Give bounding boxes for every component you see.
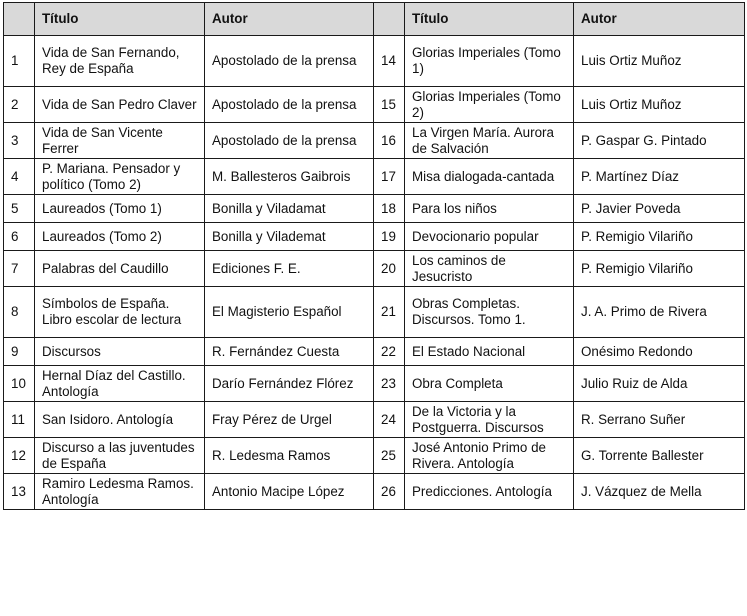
- book-author-left: El Magisterio Español: [205, 287, 374, 338]
- book-title-right: La Virgen María. Aurora de Salvación: [405, 123, 574, 159]
- table-row: [4, 338, 745, 366]
- header-number-right: [374, 3, 405, 36]
- book-author-right: J. A. Primo de Rivera: [574, 287, 745, 338]
- book-author-right: P. Remigio Vilariño: [574, 223, 745, 251]
- book-author-right: G. Torrente Ballester: [574, 438, 745, 474]
- row-number-left: 5: [4, 195, 35, 223]
- book-title-left: Vida de San Vicente Ferrer: [35, 123, 205, 159]
- header-row: [4, 3, 745, 36]
- book-title-right: Para los niños: [405, 195, 574, 223]
- table-row: [4, 438, 745, 474]
- table-row: [4, 251, 745, 287]
- table-row: [4, 159, 745, 195]
- row-number-right: 20: [374, 251, 405, 287]
- book-author-right: Onésimo Redondo: [574, 338, 745, 366]
- book-author-left: Ediciones F. E.: [205, 251, 374, 287]
- book-title-left: Hernal Díaz del Castillo. Antología: [35, 366, 205, 402]
- table-row: [4, 223, 745, 251]
- book-title-right: Obras Completas. Discursos. Tomo 1.: [405, 287, 574, 338]
- row-number-right: 26: [374, 474, 405, 510]
- row-number-left: 10: [4, 366, 35, 402]
- book-title-right: José Antonio Primo de Rivera. Antología: [405, 438, 574, 474]
- book-author-left: Apostolado de la prensa: [205, 87, 374, 123]
- book-title-right: De la Victoria y la Postguerra. Discursos: [405, 402, 574, 438]
- book-author-right: P. Remigio Vilariño: [574, 251, 745, 287]
- row-number-left: 4: [4, 159, 35, 195]
- book-title-right: Misa dialogada-cantada: [405, 159, 574, 195]
- table-row: [4, 195, 745, 223]
- book-author-left: R. Fernández Cuesta: [205, 338, 374, 366]
- book-title-right: Glorias Imperiales (Tomo 1): [405, 36, 574, 87]
- book-author-right: P. Martínez Díaz: [574, 159, 745, 195]
- book-author-left: R. Ledesma Ramos: [205, 438, 374, 474]
- book-author-left: Bonilla y Viladamat: [205, 195, 374, 223]
- book-author-right: Luis Ortiz Muñoz: [574, 87, 745, 123]
- book-author-left: Antonio Macipe López: [205, 474, 374, 510]
- book-author-left: M. Ballesteros Gaibrois: [205, 159, 374, 195]
- row-number-left: 13: [4, 474, 35, 510]
- book-author-left: Darío Fernández Flórez: [205, 366, 374, 402]
- book-title-left: Ramiro Ledesma Ramos. Antología: [35, 474, 205, 510]
- table-row: [4, 402, 745, 438]
- table-row: [4, 474, 745, 510]
- row-number-left: 3: [4, 123, 35, 159]
- row-number-right: 18: [374, 195, 405, 223]
- book-title-right: El Estado Nacional: [405, 338, 574, 366]
- row-number-right: 23: [374, 366, 405, 402]
- books-table: [3, 2, 745, 510]
- row-number-left: 11: [4, 402, 35, 438]
- book-title-left: Palabras del Caudillo: [35, 251, 205, 287]
- book-author-left: Apostolado de la prensa: [205, 36, 374, 87]
- book-title-left: Laureados (Tomo 1): [35, 195, 205, 223]
- row-number-right: 14: [374, 36, 405, 87]
- header-title-right: Título: [405, 3, 574, 36]
- header-number-left: [4, 3, 35, 36]
- book-author-left: Bonilla y Vilademat: [205, 223, 374, 251]
- book-title-left: P. Mariana. Pensador y político (Tomo 2): [35, 159, 205, 195]
- row-number-left: 9: [4, 338, 35, 366]
- row-number-right: 21: [374, 287, 405, 338]
- table-row: [4, 287, 745, 338]
- book-title-right: Glorias Imperiales (Tomo 2): [405, 87, 574, 123]
- book-author-right: Julio Ruiz de Alda: [574, 366, 745, 402]
- book-author-left: Fray Pérez de Urgel: [205, 402, 374, 438]
- row-number-left: 6: [4, 223, 35, 251]
- book-author-right: P. Javier Poveda: [574, 195, 745, 223]
- row-number-left: 12: [4, 438, 35, 474]
- row-number-right: 17: [374, 159, 405, 195]
- table-row: [4, 123, 745, 159]
- book-title-left: Símbolos de España. Libro escolar de lectura: [35, 287, 205, 338]
- header-author-right: Autor: [574, 3, 745, 36]
- book-title-right: Predicciones. Antología: [405, 474, 574, 510]
- book-title-right: Los caminos de Jesucristo: [405, 251, 574, 287]
- row-number-left: 7: [4, 251, 35, 287]
- header-title-left: Título: [35, 3, 205, 36]
- row-number-right: 19: [374, 223, 405, 251]
- row-number-left: 8: [4, 287, 35, 338]
- book-author-right: R. Serrano Suñer: [574, 402, 745, 438]
- table-row: [4, 366, 745, 402]
- book-author-left: Apostolado de la prensa: [205, 123, 374, 159]
- book-title-left: Discursos: [35, 338, 205, 366]
- table-row: [4, 36, 745, 87]
- row-number-left: 1: [4, 36, 35, 87]
- book-title-left: Vida de San Pedro Claver: [35, 87, 205, 123]
- table-body: [4, 36, 745, 510]
- table-header: [4, 3, 745, 36]
- row-number-right: 22: [374, 338, 405, 366]
- book-author-right: J. Vázquez de Mella: [574, 474, 745, 510]
- row-number-right: 24: [374, 402, 405, 438]
- book-title-left: Laureados (Tomo 2): [35, 223, 205, 251]
- header-author-left: Autor: [205, 3, 374, 36]
- book-title-right: Devocionario popular: [405, 223, 574, 251]
- book-title-left: San Isidoro. Antología: [35, 402, 205, 438]
- row-number-right: 25: [374, 438, 405, 474]
- table-row: [4, 87, 745, 123]
- book-author-right: Luis Ortiz Muñoz: [574, 36, 745, 87]
- book-title-right: Obra Completa: [405, 366, 574, 402]
- row-number-right: 16: [374, 123, 405, 159]
- book-title-left: Vida de San Fernando, Rey de España: [35, 36, 205, 87]
- book-author-right: P. Gaspar G. Pintado: [574, 123, 745, 159]
- row-number-right: 15: [374, 87, 405, 123]
- row-number-left: 2: [4, 87, 35, 123]
- book-title-left: Discurso a las juventudes de España: [35, 438, 205, 474]
